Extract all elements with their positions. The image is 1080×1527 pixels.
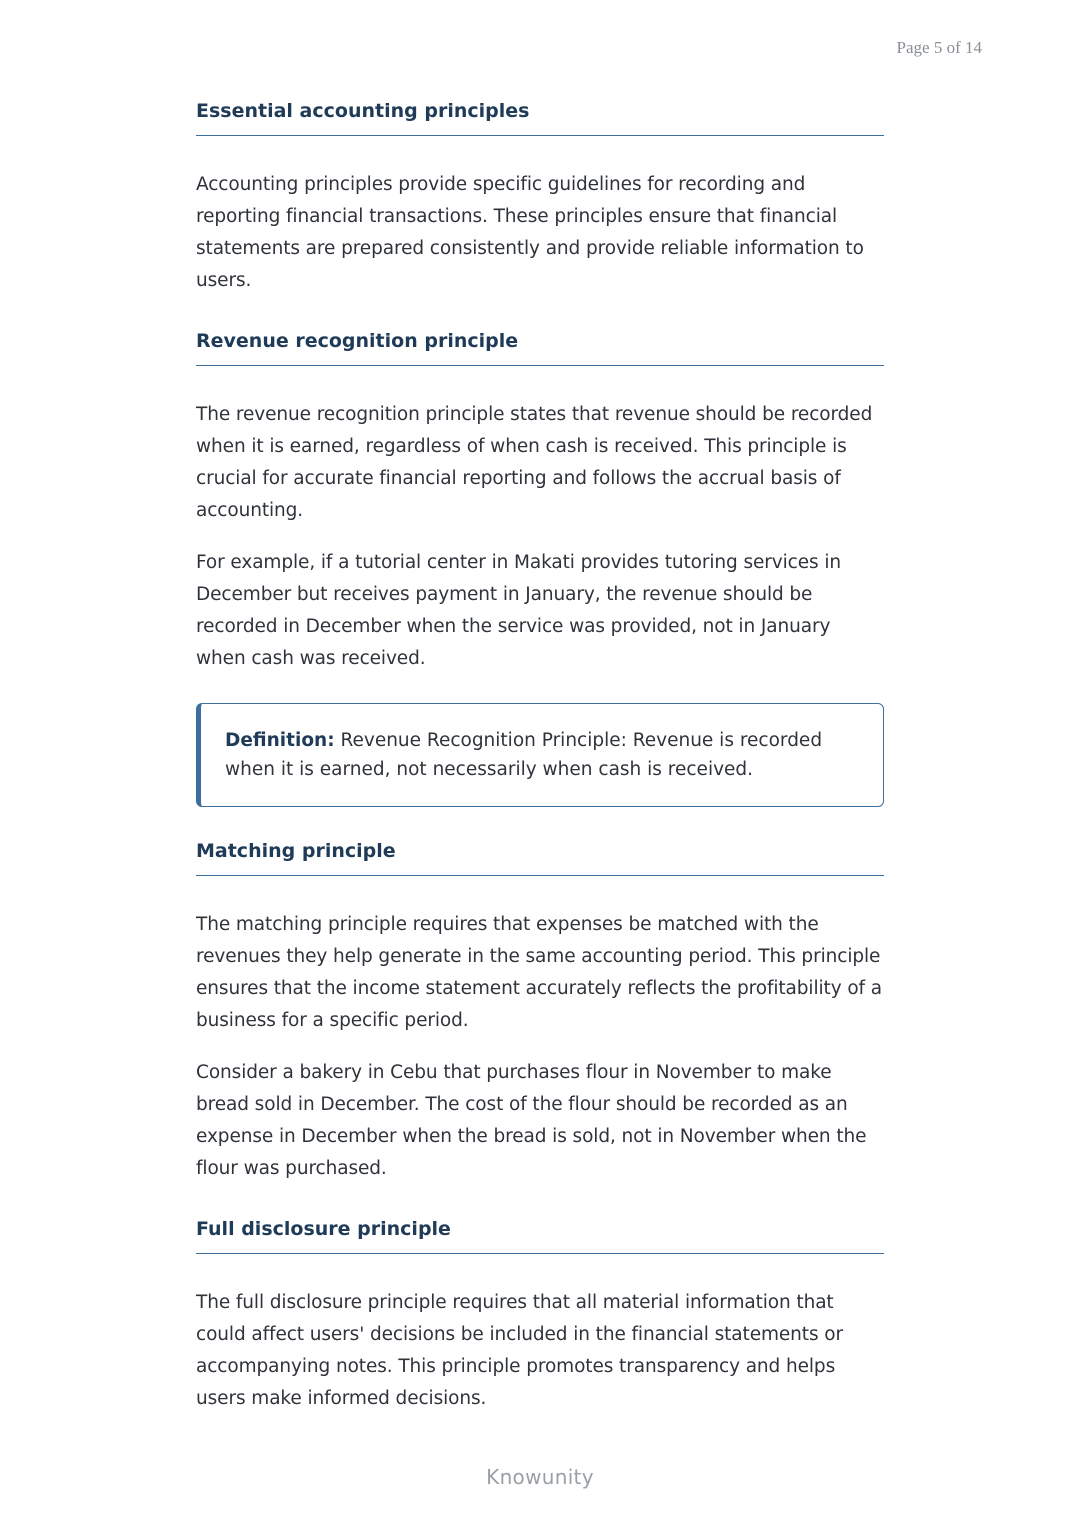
footer-brand: Knowunity [486, 1465, 594, 1489]
section-heading: Full disclosure principle [196, 1216, 884, 1254]
section-heading: Matching principle [196, 838, 884, 876]
paragraph: Consider a bakery in Cebu that purchases flour in November to make bread sold in December. The cost of the flour should be recorded as an expense in December when the bread is sold, not in November when the flour was purchased. [196, 1062, 867, 1179]
definition-callout [196, 703, 884, 807]
definition-text: Revenue Recognition Principle: Revenue is recorded when it is earned, not necessarily when cash is received. [225, 730, 823, 780]
paragraph: Accounting principles provide specific guidelines for recording and reporting financial transactions. These principles ensure that financial statements are prepared consistently and provide reliable information to users. [196, 174, 864, 291]
paragraph: The revenue recognition principle states that revenue should be recorded when it is earned, regardless of when cash is received. This principle is crucial for accurate financial reporting and follows the accrual basis of accounting. [196, 404, 873, 521]
section-matching [196, 838, 884, 1185]
section-essential-principles [196, 98, 884, 297]
section-full-disclosure [196, 1216, 884, 1415]
page-number: Page 5 of 14 [896, 38, 982, 57]
definition-label: Definition: [225, 730, 335, 751]
section-heading: Essential accounting principles [196, 98, 884, 136]
section-heading: Revenue recognition principle [196, 328, 884, 366]
section-revenue-recognition [196, 328, 884, 807]
paragraph: The full disclosure principle requires that all material information that could affect users' decisions be included in the financial statements or accompanying notes. This principle promotes transparency and helps users make informed decisions. [196, 1292, 844, 1409]
paragraph: For example, if a tutorial center in Makati provides tutoring services in December but receives payment in January, the revenue should be recorded in December when the service was provided, not in January when cash was received. [196, 552, 842, 669]
paragraph: The matching principle requires that expenses be matched with the revenues they help generate in the same accounting period. This principle ensures that the income statement accurately reflects the profitability of a business for a specific period. [196, 914, 882, 1031]
document-body [196, 98, 884, 1415]
